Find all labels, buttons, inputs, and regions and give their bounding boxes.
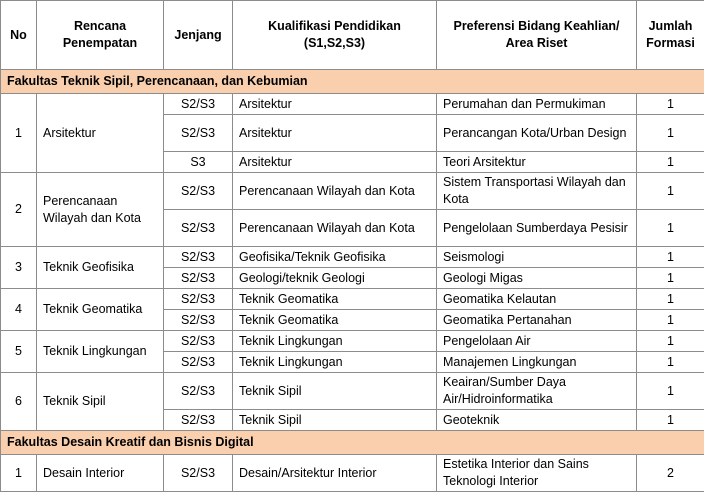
placement-cell: Desain Interior	[37, 455, 164, 492]
qualification-cell: Arsitektur	[233, 152, 437, 173]
qualification-cell: Teknik Geomatika	[233, 310, 437, 331]
placement-cell: Teknik Geofisika	[37, 247, 164, 289]
row-number: 4	[1, 289, 37, 331]
preference-cell: Pengelolaan Air	[437, 331, 637, 352]
preference-cell: Perumahan dan Permukiman	[437, 94, 637, 115]
table-row	[1, 247, 704, 268]
count-cell: 1	[637, 410, 704, 431]
qualification-cell: Desain/Arsitektur Interior	[233, 455, 437, 492]
preference-cell: Perancangan Kota/Urban Design	[437, 115, 637, 152]
level-cell: S2/S3	[164, 94, 233, 115]
table-row	[1, 455, 704, 492]
level-cell: S2/S3	[164, 455, 233, 492]
table-row	[1, 289, 704, 310]
level-cell: S2/S3	[164, 247, 233, 268]
qualification-cell: Perencanaan Wilayah dan Kota	[233, 173, 437, 210]
level-cell: S3	[164, 152, 233, 173]
table-row	[1, 373, 704, 410]
count-cell: 1	[637, 289, 704, 310]
preference-cell: Geologi Migas	[437, 268, 637, 289]
row-number: 2	[1, 173, 37, 247]
placement-cell: Teknik Lingkungan	[37, 331, 164, 373]
count-cell: 1	[637, 173, 704, 210]
row-number: 3	[1, 247, 37, 289]
section-row	[1, 431, 704, 455]
table-row	[1, 173, 704, 210]
level-cell: S2/S3	[164, 331, 233, 352]
qualification-cell: Geologi/teknik Geologi	[233, 268, 437, 289]
count-cell: 1	[637, 373, 704, 410]
header-row	[1, 1, 704, 70]
level-cell: S2/S3	[164, 173, 233, 210]
level-cell: S2/S3	[164, 310, 233, 331]
section-title: Fakultas Desain Kreatif dan Bisnis Digital	[1, 431, 704, 455]
count-cell: 1	[637, 115, 704, 152]
preference-cell: Geomatika Kelautan	[437, 289, 637, 310]
placement-cell: Arsitektur	[37, 94, 164, 173]
row-number: 6	[1, 373, 37, 431]
header-qualification: Kualifikasi Pendidikan (S1,S2,S3)	[233, 1, 437, 70]
qualification-cell: Teknik Sipil	[233, 373, 437, 410]
preference-cell: Manajemen Lingkungan	[437, 352, 637, 373]
row-number: 5	[1, 331, 37, 373]
header-placement: Rencana Penempatan	[37, 1, 164, 70]
preference-cell: Estetika Interior dan Sains Teknologi Interior	[437, 455, 637, 492]
preference-cell: Geoteknik	[437, 410, 637, 431]
level-cell: S2/S3	[164, 289, 233, 310]
header-no: No	[1, 1, 37, 70]
qualification-cell: Teknik Geomatika	[233, 289, 437, 310]
count-cell: 1	[637, 268, 704, 289]
preference-cell: Sistem Transportasi Wilayah dan Kota	[437, 173, 637, 210]
qualification-cell: Teknik Sipil	[233, 410, 437, 431]
row-number: 1	[1, 94, 37, 173]
placement-cell: Perencanaan Wilayah dan Kota	[37, 173, 164, 247]
table-row	[1, 94, 704, 115]
qualification-cell: Arsitektur	[233, 115, 437, 152]
qualification-cell: Perencanaan Wilayah dan Kota	[233, 210, 437, 247]
level-cell: S2/S3	[164, 210, 233, 247]
placement-cell: Teknik Sipil	[37, 373, 164, 431]
level-cell: S2/S3	[164, 268, 233, 289]
preference-cell: Seismologi	[437, 247, 637, 268]
qualification-cell: Arsitektur	[233, 94, 437, 115]
level-cell: S2/S3	[164, 373, 233, 410]
level-cell: S2/S3	[164, 410, 233, 431]
qualification-cell: Teknik Lingkungan	[233, 352, 437, 373]
qualification-cell: Teknik Lingkungan	[233, 331, 437, 352]
section-row	[1, 70, 704, 94]
preference-cell: Teori Arsitektur	[437, 152, 637, 173]
table-row	[1, 331, 704, 352]
row-number: 1	[1, 455, 37, 492]
header-level: Jenjang	[164, 1, 233, 70]
count-cell: 1	[637, 152, 704, 173]
level-cell: S2/S3	[164, 115, 233, 152]
count-cell: 1	[637, 247, 704, 268]
preference-cell: Pengelolaan Sumberdaya Pesisir	[437, 210, 637, 247]
header-formation: Jumlah Formasi	[637, 1, 704, 70]
count-cell: 1	[637, 331, 704, 352]
preference-cell: Keairan/Sumber Daya Air/Hidroinformatika	[437, 373, 637, 410]
count-cell: 2	[637, 455, 704, 492]
count-cell: 1	[637, 94, 704, 115]
placement-cell: Teknik Geomatika	[37, 289, 164, 331]
count-cell: 1	[637, 210, 704, 247]
header-preference: Preferensi Bidang Keahlian/ Area Riset	[437, 1, 637, 70]
preference-cell: Geomatika Pertanahan	[437, 310, 637, 331]
qualification-cell: Geofisika/Teknik Geofisika	[233, 247, 437, 268]
level-cell: S2/S3	[164, 352, 233, 373]
count-cell: 1	[637, 352, 704, 373]
count-cell: 1	[637, 310, 704, 331]
section-title: Fakultas Teknik Sipil, Perencanaan, dan Kebumian	[1, 70, 704, 94]
